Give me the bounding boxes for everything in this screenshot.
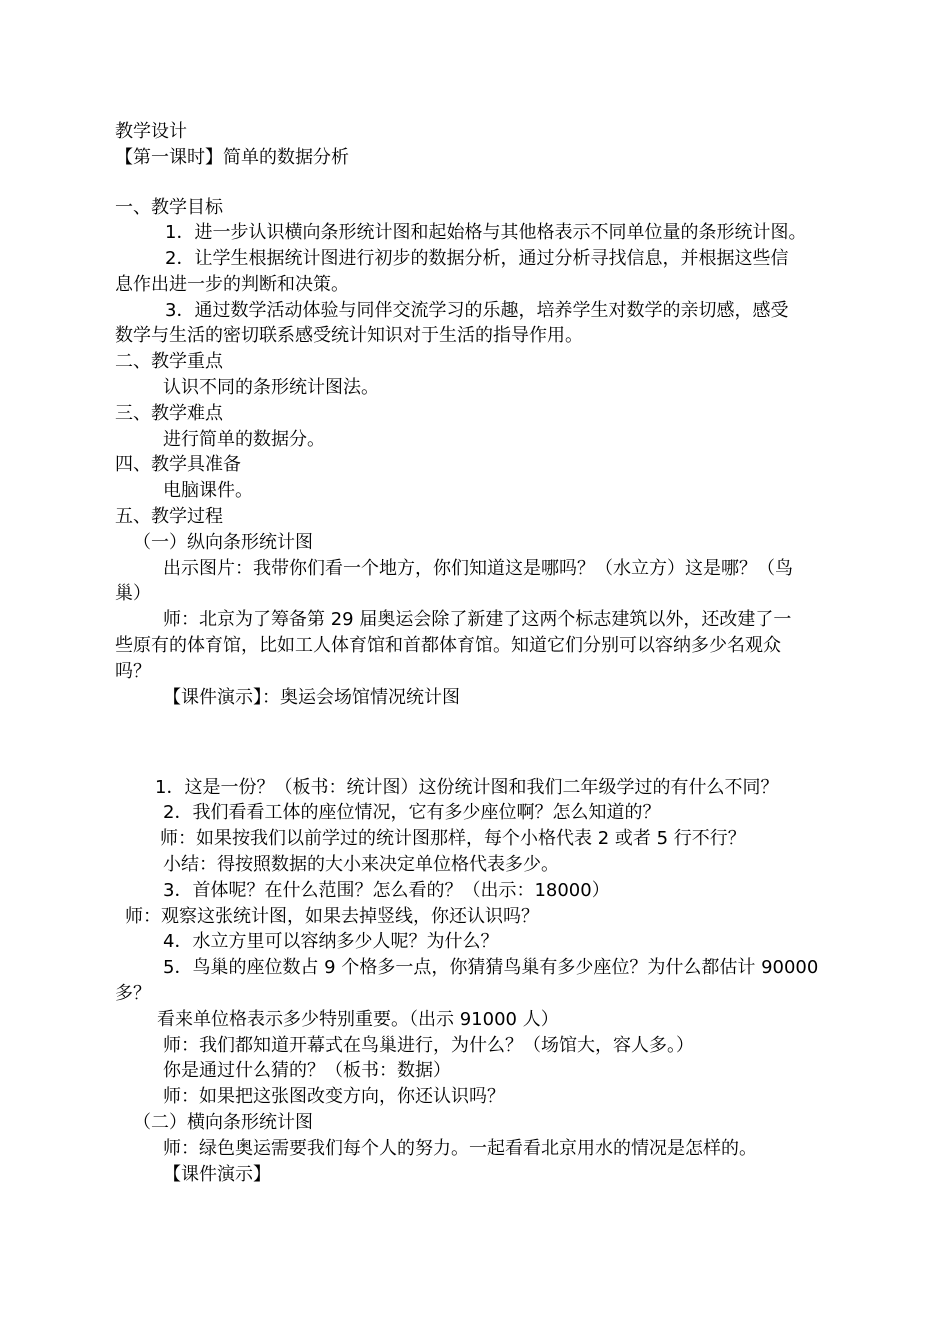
- part1-heading: （一）纵向条形统计图: [133, 532, 313, 553]
- teacher-line-2: 师：观察这张统计图，如果去掉竖线，你还认识吗？: [125, 906, 539, 927]
- objective-item-1: 1．进一步认识横向条形统计图和起始格与其他格表示不同单位量的条形统计图。: [165, 222, 807, 243]
- part2-teacher-line: 师：绿色奥运需要我们每个人的努力。一起看看北京用水的情况是怎样的。: [163, 1138, 757, 1159]
- guess-line: 你是通过什么猜的？（板书：数据）: [163, 1060, 451, 1081]
- part1-paragraph-2-end: 吗？: [115, 661, 151, 682]
- part1-paragraph-1: 出示图片：我带你们看一个地方，你们知道这是哪吗？（水立方）这是哪？（鸟: [163, 558, 793, 579]
- objective-item-2-cont: 息作出进一步的判断和决策。: [115, 274, 349, 295]
- note-line: 看来单位格表示多少特别重要。（出示 91000 人）: [157, 1009, 559, 1030]
- difficulty-text: 进行简单的数据分。: [163, 429, 325, 450]
- summary-line: 小结：得按照数据的大小来决定单位格代表多少。: [163, 854, 559, 875]
- key-point-text: 认识不同的条形统计图法。: [163, 377, 379, 398]
- part1-paragraph-2: 师：北京为了筹备第 29 届奥运会除了新建了这两个标志建筑以外，还改建了一: [163, 609, 792, 630]
- teacher-line-3: 师：我们都知道开幕式在鸟巢进行，为什么？（场馆大，容人多。）: [163, 1035, 694, 1056]
- lesson-title: 【第一课时】简单的数据分析: [115, 147, 349, 168]
- materials-heading: 四、教学具准备: [115, 454, 241, 475]
- question-5: 5．鸟巢的座位数占 9 个格多一点，你猜猜鸟巢有多少座位？为什么都估计 90000: [163, 957, 819, 978]
- objective-item-3: 3．通过数学活动体验与同伴交流学习的乐趣，培养学生对数学的亲切感，感受: [165, 300, 789, 321]
- part1-paragraph-2-cont: 些原有的体育馆，比如工人体育馆和首都体育馆。知道它们分别可以容纳多少名观众: [115, 635, 781, 656]
- objectives-heading: 一、教学目标: [115, 197, 223, 218]
- part2-heading: （二）横向条形统计图: [133, 1112, 313, 1133]
- key-point-heading: 二、教学重点: [115, 351, 223, 372]
- process-heading: 五、教学过程: [115, 506, 223, 527]
- doc-title: 教学设计: [115, 121, 187, 142]
- part1-paragraph-1-cont: 巢）: [115, 583, 151, 604]
- teacher-line-1: 师：如果按我们以前学过的统计图那样，每个小格代表 2 或者 5 行不行？: [160, 828, 746, 849]
- question-2: 2．我们看看工体的座位情况，它有多少座位啊？怎么知道的？: [163, 802, 661, 823]
- teacher-line-4: 师：如果把这张图改变方向，你还认识吗？: [163, 1086, 505, 1107]
- courseware-demo-1: 【课件演示】：奥运会场馆情况统计图: [163, 687, 460, 708]
- question-3: 3．首体呢？在什么范围？怎么看的？（出示：18000）: [163, 880, 610, 901]
- objective-item-2: 2．让学生根据统计图进行初步的数据分析，通过分析寻找信息，并根据这些信: [165, 248, 789, 269]
- question-1: 1．这是一份？（板书：统计图）这份统计图和我们二年级学过的有什么不同？: [155, 777, 779, 798]
- difficulty-heading: 三、教学难点: [115, 403, 223, 424]
- question-5-cont: 多？: [115, 983, 151, 1004]
- materials-text: 电脑课件。: [163, 480, 253, 501]
- objective-item-3-cont: 数学与生活的密切联系感受统计知识对于生活的指导作用。: [115, 325, 583, 346]
- question-4: 4．水立方里可以容纳多少人呢？为什么？: [163, 931, 499, 952]
- courseware-demo-2: 【课件演示】: [163, 1164, 271, 1185]
